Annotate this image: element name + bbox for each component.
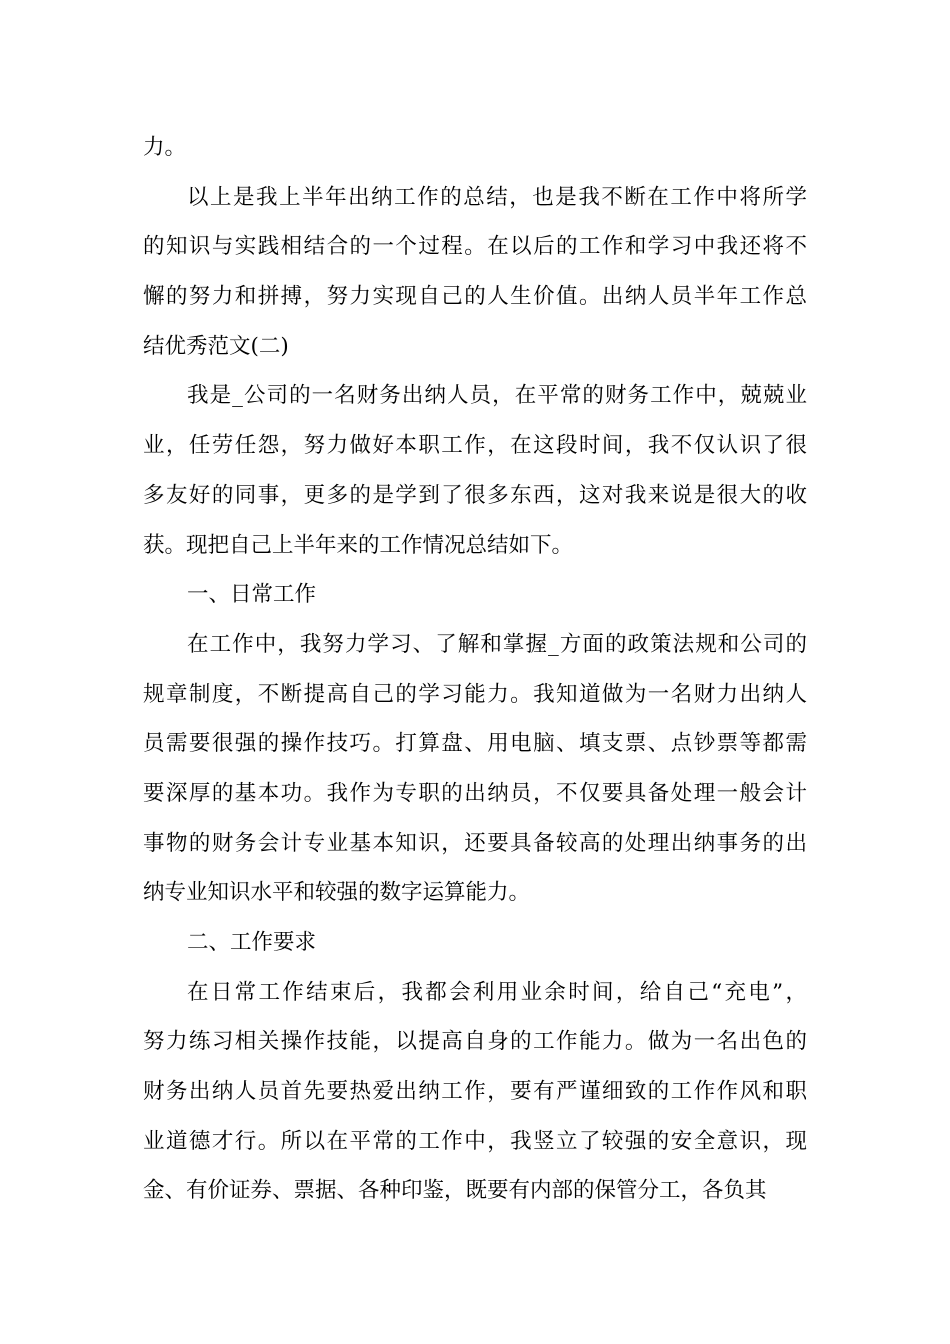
text-line: 的知识与实践相结合的一个过程。在以后的工作和学习中我还将不 (143, 234, 807, 260)
paragraph (143, 371, 807, 570)
paragraph (143, 918, 807, 968)
document-page (143, 123, 807, 1216)
paragraph (143, 570, 807, 620)
text-line: 员需要很强的操作技巧。打算盘、用电脑、填支票、点钞票等都需 (143, 731, 807, 757)
text-line: 努力练习相关操作技能，以提高自身的工作能力。做为一名出色的 (143, 1029, 807, 1055)
text-line: 金、有价证券、票据、各种印鉴，既要有内部的保管分工，各负其 (143, 1178, 767, 1204)
text-line: 业道德才行。所以在平常的工作中，我竖立了较强的安全意识，现 (143, 1128, 807, 1154)
paragraph (143, 173, 807, 372)
text-line: 财务出纳人员首先要热爱出纳工作，要有严谨细致的工作作风和职 (143, 1079, 807, 1105)
text-line: 懈的努力和拼搏，努力实现自己的人生价值。出纳人员半年工作总 (143, 284, 807, 310)
text-line: 事物的财务会计专业基本知识，还要具备较高的处理出纳事务的出 (143, 830, 807, 856)
text-line: 获。现把自己上半年来的工作情况总结如下。 (143, 532, 574, 558)
text-line: 要深厚的基本功。我作为专职的出纳员，不仅要具备处理一般会计 (143, 780, 807, 806)
text-line: 规章制度，不断提高自己的学习能力。我知道做为一名财力出纳人 (143, 681, 807, 707)
text-line: 以上是我上半年出纳工作的总结，也是我不断在工作中将所学 (187, 184, 807, 210)
text-line: 多友好的同事，更多的是学到了很多东西，这对我来说是很大的收 (143, 482, 807, 508)
document-body (143, 123, 807, 1216)
text-line: 结优秀范文(二) (143, 333, 289, 359)
paragraph (143, 968, 807, 1216)
text-line: 在工作中，我努力学习、了解和掌握_方面的政策法规和公司的 (187, 631, 807, 657)
paragraph (143, 620, 807, 918)
text-line: 一、日常工作 (187, 582, 317, 608)
text-line: 二、工作要求 (187, 930, 317, 955)
text-line: 力。 (143, 135, 187, 160)
text-line: 业，任劳任怨，努力做好本职工作，在这段时间，我不仅认识了很 (143, 433, 807, 459)
text-line: 我是_公司的一名财务出纳人员，在平常的财务工作中，兢兢业 (187, 383, 807, 409)
paragraph (143, 123, 807, 173)
text-line: 在日常工作结束后，我都会利用业余时间，给自己“充电”， (187, 979, 807, 1005)
text-line: 纳专业知识水平和较强的数字运算能力。 (143, 880, 531, 906)
